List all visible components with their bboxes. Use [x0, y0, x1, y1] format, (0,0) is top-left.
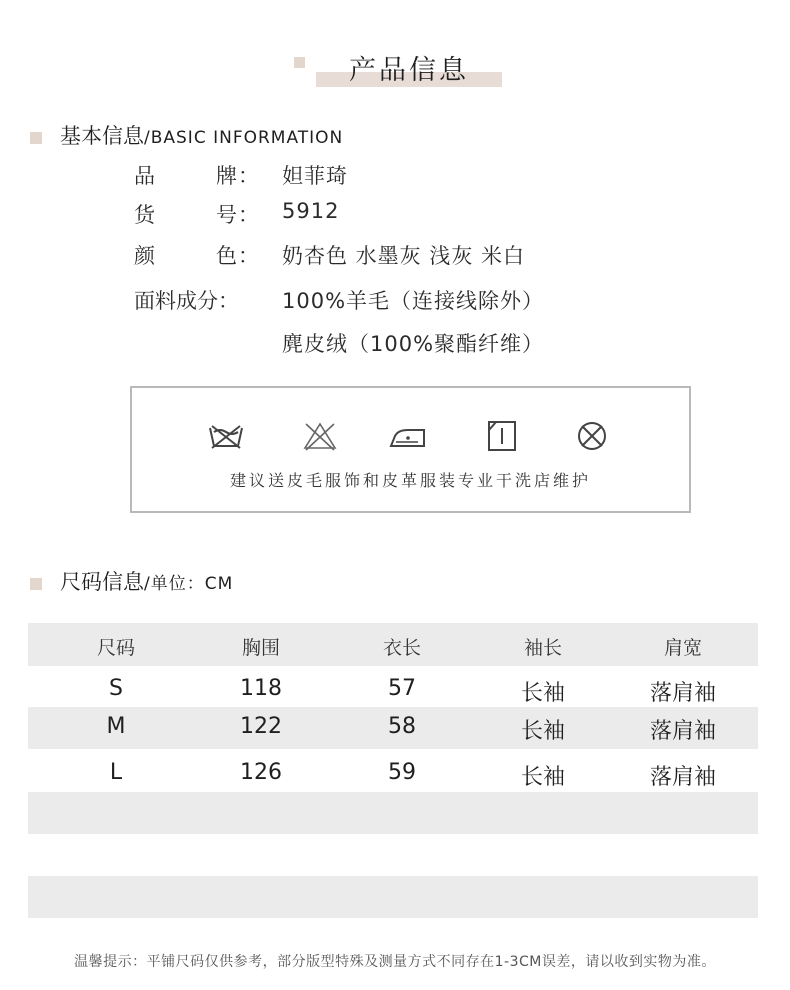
table-cell: 59	[388, 760, 416, 785]
info-label-2: 色	[216, 244, 237, 268]
title-decoration-square	[294, 57, 305, 68]
table-header-cell: 衣长	[382, 637, 421, 659]
basic-info-heading	[30, 120, 343, 150]
basic-info-heading-en: /BASIC INFORMATION	[144, 128, 344, 148]
table-row	[28, 749, 758, 792]
size-table	[28, 623, 758, 918]
care-instruction-text: 建议送皮毛服饰和皮革服装专业干洗店维护	[229, 471, 591, 490]
info-label: 颜	[134, 244, 155, 268]
info-value-color: 奶杏色 水墨灰 浅灰 米白	[282, 244, 526, 268]
table-header-row	[28, 623, 758, 666]
table-cell: 长袖	[520, 719, 565, 744]
table-header-cell: 尺码	[96, 637, 135, 659]
table-row	[28, 707, 758, 749]
table-cell: 落肩袖	[649, 719, 716, 744]
page-title: 产品信息	[349, 55, 469, 86]
info-label: 货	[134, 203, 155, 227]
care-icons-row	[132, 418, 689, 458]
info-separator: ：	[218, 289, 239, 313]
info-label: 面料成分	[134, 289, 218, 313]
table-cell: L	[109, 760, 123, 785]
table-row	[28, 666, 758, 707]
heading-square-icon	[30, 132, 42, 144]
info-label-2: 牌	[216, 164, 237, 188]
info-separator: ：	[238, 203, 259, 227]
care-instructions-box	[130, 386, 691, 513]
table-cell: M	[106, 714, 126, 739]
table-empty-row	[28, 792, 758, 834]
table-header-cell: 胸围	[241, 637, 280, 659]
table-cell: S	[109, 676, 123, 701]
info-separator: ：	[238, 244, 259, 268]
table-cell: 118	[240, 676, 282, 701]
table-cell: 落肩袖	[649, 765, 716, 790]
table-cell: 58	[388, 714, 416, 739]
info-label-2: 号	[216, 203, 237, 227]
table-cell: 长袖	[520, 681, 565, 706]
do-not-tumble-dry-icon	[572, 418, 612, 454]
size-info-heading-zh: 尺码信息	[60, 570, 144, 594]
do-not-bleach-icon	[300, 418, 340, 454]
info-value-material: 100%羊毛（连接线除外）	[282, 289, 545, 313]
table-empty-row	[28, 876, 758, 918]
table-cell: 长袖	[520, 765, 565, 790]
page-title-block	[0, 0, 790, 110]
table-cell: 57	[388, 676, 416, 701]
size-info-unit: /单位：CM	[144, 574, 234, 594]
info-separator: ：	[238, 164, 259, 188]
size-info-heading	[30, 566, 233, 596]
iron-low-heat-icon	[388, 418, 428, 454]
info-label: 品	[134, 164, 155, 188]
do-not-wash-icon	[206, 418, 246, 454]
info-value-material-2: 麂皮绒（100%聚酯纤维）	[282, 332, 545, 356]
table-empty-row	[28, 834, 758, 876]
table-header-cell: 袖长	[523, 637, 562, 659]
table-header-cell: 肩宽	[663, 637, 702, 659]
footnote: 温馨提示：平铺尺码仅供参考，部分版型特殊及测量方式不同存在1-3CM误差，请以收到实物为准。	[74, 954, 716, 970]
info-value-item-number: 5912	[282, 199, 340, 223]
heading-square-icon	[30, 578, 42, 590]
table-cell: 122	[240, 714, 282, 739]
basic-info-heading-zh: 基本信息	[60, 124, 144, 148]
table-cell: 落肩袖	[649, 681, 716, 706]
table-cell: 126	[240, 760, 282, 785]
info-value-brand: 妲菲琦	[282, 164, 348, 188]
line-dry-icon	[482, 418, 522, 454]
